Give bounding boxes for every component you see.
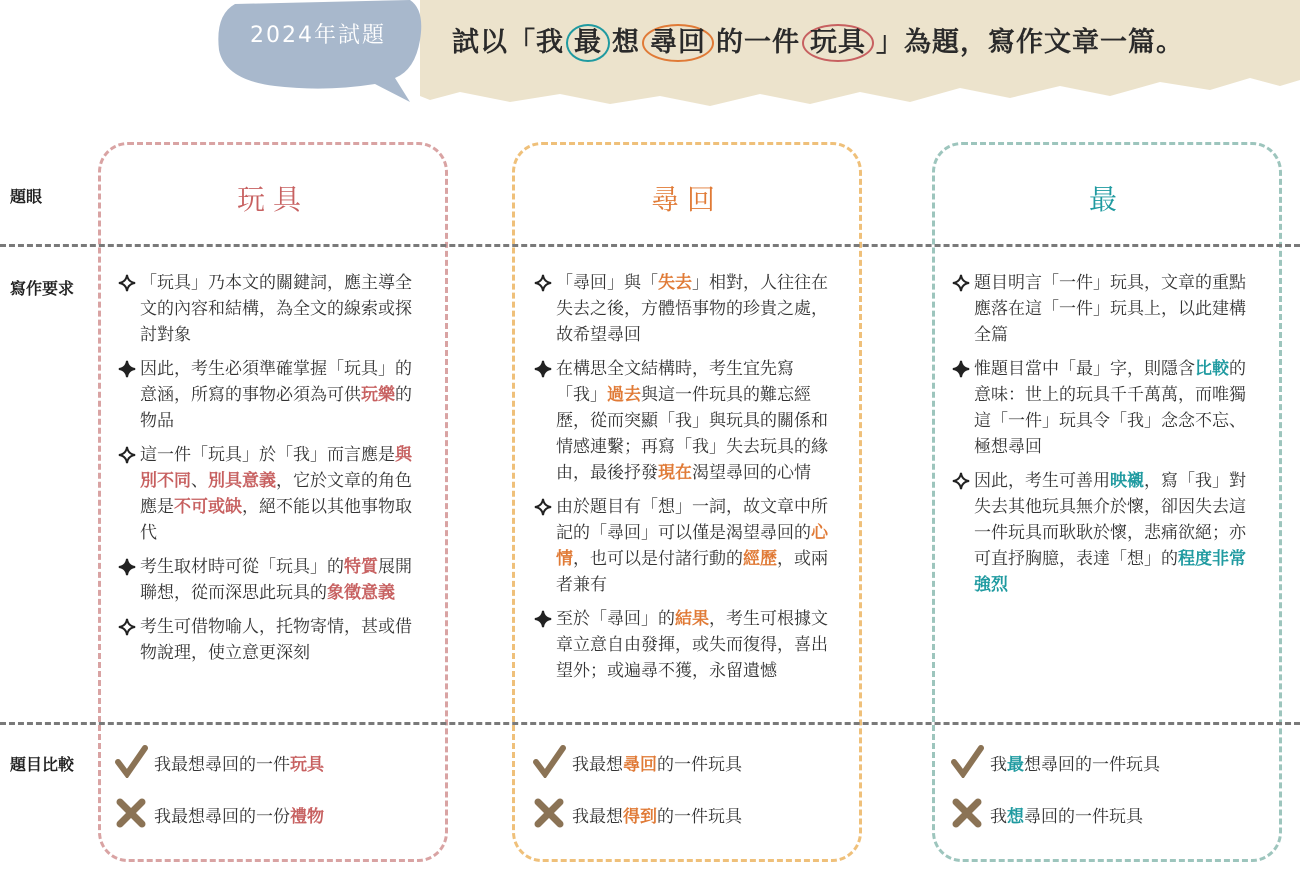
text-segment: 題目明言「一件」玩具，文章的重點應落在這「一件」玩具上，以此建構全篇 (974, 273, 1246, 345)
row-label-requirements: 寫作要求 (10, 279, 75, 298)
text-segment: 與這一件玩具的難忘經歷，從而突顯「我」與玩具的關係和情感連繫；再寫「我」失去玩具的緣由，最後抒發 (556, 385, 828, 483)
check-icon (532, 744, 566, 778)
requirement-item (952, 468, 1252, 598)
text-segment: 、 (191, 471, 208, 491)
text-segment: 展開聯想，從而深思此玩具的 (140, 557, 412, 603)
year-badge: 2024年試題 (250, 23, 386, 48)
text-segment: 「尋回」與「 (556, 273, 658, 293)
sparkle-bullet-icon (118, 446, 136, 464)
sparkle-bullet-icon (952, 472, 970, 490)
text-segment: 我最想尋回的一份 (154, 807, 290, 827)
divider-line-top (0, 244, 1300, 247)
text-segment: 由於題目有「想」一詞，故文章中所記的「尋回」可以僅是渴望尋回的 (556, 497, 828, 543)
cross-icon (950, 796, 984, 830)
sparkle-bullet-icon (534, 610, 552, 628)
sparkle-bullet-icon (534, 274, 552, 292)
text-segment: 的一件玩具 (657, 807, 742, 827)
text-segment: ，考生可根據文章立意自由發揮，或失而復得，喜出望外；或遍尋不獲，永留遺憾 (556, 609, 828, 681)
text-segment: 想尋回的一件玩具 (1024, 755, 1160, 775)
highlight-keyword: 失去 (658, 273, 692, 293)
text-segment: ，或兩者兼有 (556, 549, 828, 595)
title-part-5: 的一件 (716, 27, 800, 58)
title-part-7: 」為題，寫作文章一篇。 (876, 27, 1184, 58)
title-keyword-retrieve: 尋回 (642, 24, 714, 62)
text-segment: 我 (990, 755, 1007, 775)
text-segment: 考生可借物喻人，托物寄情，甚或借物說理，使立意更深刻 (140, 617, 412, 663)
highlight-keyword: 不可或缺 (174, 497, 242, 517)
requirement-item (952, 270, 1252, 348)
text-segment: 的物品 (140, 385, 412, 431)
comparison-retrieve (532, 742, 862, 852)
sparkle-bullet-icon (534, 360, 552, 378)
divider-line-bottom (0, 722, 1300, 725)
highlight-keyword: 與別不同 (140, 445, 412, 491)
highlight-keyword: 尋回 (623, 755, 657, 775)
text-segment: 我最想尋回的一件 (154, 755, 290, 775)
sparkle-bullet-icon (118, 618, 136, 636)
requirement-item (118, 614, 418, 666)
requirement-item (534, 494, 834, 598)
highlight-keyword: 想 (1007, 807, 1024, 827)
text-segment: 在構思全文結構時，考生宜先寫「我」 (556, 359, 794, 405)
sparkle-bullet-icon (952, 274, 970, 292)
text-segment: ，寫「我」對失去其他玩具無介於懷，卻因失去這一件玩具而耿耿於懷，悲痛欲絕；亦可直抒胸臆，表達「想」的 (974, 471, 1246, 569)
requirement-item (952, 356, 1252, 460)
comparison-most (950, 742, 1280, 852)
highlight-keyword: 過去 (607, 385, 641, 405)
highlight-keyword: 映襯 (1110, 471, 1144, 491)
incorrect-example (572, 802, 742, 827)
text-segment: 因此，考生必須準確掌握「玩具」的意涵，所寫的事物必須為可供 (140, 359, 412, 405)
text-segment: ，它於文章的角色應是 (140, 471, 412, 517)
text-segment: ，絕不能以其他事物取代 (140, 497, 412, 543)
requirement-item (118, 356, 418, 434)
title-part-3: 想 (612, 27, 640, 58)
check-icon (114, 744, 148, 778)
row-label-comparison: 題目比較 (10, 755, 75, 774)
page-title (452, 20, 1184, 62)
requirement-item (534, 606, 834, 684)
requirement-item (534, 270, 834, 348)
requirements-list-most (952, 270, 1252, 606)
highlight-keyword: 象徵意義 (327, 583, 395, 603)
text-segment: 我最想 (572, 755, 623, 775)
text-segment: 至於「尋回」的 (556, 609, 675, 629)
title-part-1: 試以「我 (452, 27, 564, 58)
incorrect-example (990, 802, 1143, 827)
correct-example (990, 750, 1160, 775)
highlight-keyword: 別具意義 (208, 471, 276, 491)
text-segment: 的意味：世上的玩具千千萬萬，而唯獨這「一件」玩具令「我」念念不忘、極想尋回 (974, 359, 1246, 457)
text-segment: ，也可以是付諸行動的 (573, 549, 743, 569)
highlight-keyword: 特質 (344, 557, 378, 577)
text-segment: 我 (990, 807, 1007, 827)
text-segment: 的一件玩具 (657, 755, 742, 775)
highlight-keyword: 禮物 (290, 807, 324, 827)
correct-example (572, 750, 742, 775)
requirement-item (118, 554, 418, 606)
requirement-item (118, 270, 418, 348)
column-heading-toy: 玩具 (236, 183, 309, 216)
check-icon (950, 744, 984, 778)
highlight-keyword: 經歷 (743, 549, 777, 569)
requirements-list-retrieve (534, 270, 834, 692)
requirements-list-toy (118, 270, 418, 674)
title-keyword-toy: 玩具 (802, 24, 874, 62)
text-segment: 尋回的一件玩具 (1024, 807, 1143, 827)
highlight-keyword: 結果 (675, 609, 709, 629)
year-speech-bubble (215, 0, 425, 105)
text-segment: 考生取材時可從「玩具」的 (140, 557, 344, 577)
highlight-keyword: 最 (1007, 755, 1024, 775)
requirement-item (534, 356, 834, 486)
text-segment: 」相對，人往往在失去之後，方體悟事物的珍貴之處，故希望尋回 (556, 273, 828, 345)
highlight-keyword: 現在 (658, 463, 692, 483)
text-segment: 「玩具」乃本文的關鍵詞，應主導全文的內容和結構，為全文的線索或探討對象 (140, 273, 412, 345)
sparkle-bullet-icon (118, 274, 136, 292)
highlight-keyword: 玩具 (290, 755, 324, 775)
text-segment: 因此，考生可善用 (974, 471, 1110, 491)
incorrect-example (154, 802, 324, 827)
sparkle-bullet-icon (118, 558, 136, 576)
row-label-keyword: 題眼 (10, 187, 43, 206)
column-heading-retrieve: 尋回 (650, 183, 723, 216)
text-segment: 惟題目當中「最」字，則隱含 (974, 359, 1195, 379)
correct-example (154, 750, 324, 775)
cross-icon (114, 796, 148, 830)
cross-icon (532, 796, 566, 830)
comparison-toy (114, 742, 444, 852)
requirement-item (118, 442, 418, 546)
highlight-keyword: 得到 (623, 807, 657, 827)
highlight-keyword: 玩樂 (361, 385, 395, 405)
highlight-keyword: 心情 (556, 523, 828, 569)
text-segment: 我最想 (572, 807, 623, 827)
column-heading-most: 最 (1088, 183, 1125, 216)
text-segment: 渴望尋回的心情 (692, 463, 811, 483)
text-segment: 這一件「玩具」於「我」而言應是 (140, 445, 395, 465)
title-keyword-most: 最 (566, 24, 610, 62)
sparkle-bullet-icon (118, 360, 136, 378)
highlight-keyword: 程度非常強烈 (974, 549, 1246, 595)
sparkle-bullet-icon (534, 498, 552, 516)
sparkle-bullet-icon (952, 360, 970, 378)
highlight-keyword: 比較 (1195, 359, 1229, 379)
